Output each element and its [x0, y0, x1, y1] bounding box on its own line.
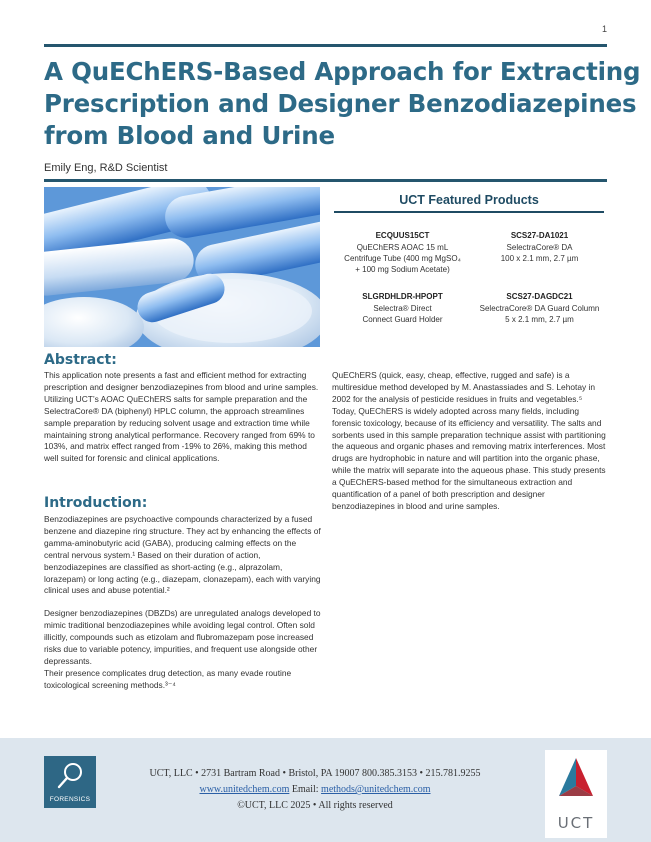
right-column-body — [332, 370, 608, 513]
product-item — [334, 230, 471, 275]
product-description: SelectraCore® DA 100 x 2.1 mm, 2.7 µm — [500, 243, 579, 263]
email-label: Email: — [291, 784, 319, 795]
capsules-illustration — [44, 187, 320, 347]
featured-products-rule — [334, 211, 604, 213]
email-link[interactable]: methods@unitedchem.com — [321, 784, 431, 795]
product-code: SCS27-DAGDC21 — [506, 292, 573, 301]
quechers-paragraph: QuEChERS (quick, easy, cheap, effective, rugged and safe) is a multiresidue method developed by M. Anastassiades and S. Lehotay in 2002 for the analysis of pesticide residues in fruits and vegetables.⁵ Today, QuEChERS is widely adopted across many fields, including forensic toxicology, because of its efficiency and versatility. The salts and sorbents used in this sample preparation technique assist with partitioning the aqueous and organic phases and removing matrix interferences. Most drugs are hydrophobic in nature and will partition into the organic phase, while the matrix will separate into the aqueous phase. This study presents a QuEChERS-based method for the simultaneous extraction and quantification of a panel of both prescription and designer benzodiazepines in blood and urine samples. — [332, 370, 606, 511]
footer-links — [110, 782, 520, 798]
author-divider — [44, 179, 607, 182]
uct-logo-mark-icon — [545, 750, 607, 812]
intro-paragraph-3: Their presence complicates drug detection, as many evade routine toxicological screening methods.³⁻⁴ — [44, 667, 292, 690]
footer-contact — [110, 766, 520, 814]
introduction-heading: Introduction: — [44, 495, 148, 511]
intro-paragraph-1: Benzodiazepines are psychoactive compounds characterized by a fused benzene and diazepine ring structure. They act by enhancing the effects of gamma-aminobutyric acid (GABA), producing calming effects on the central nervous system.¹ Based on their duration of action, benzodiazepines are classified as short-acting (e.g., alprazolam, lorazepam) or long acting (e.g., diazepam, clonazepam), each with varying clinical uses and abuse potential.² — [44, 514, 321, 596]
abstract-body — [44, 370, 322, 465]
introduction-body — [44, 514, 322, 692]
product-description: SelectraCore® DA Guard Column 5 x 2.1 mm, 2.7 µm — [479, 304, 600, 324]
product-description: QuEChERS AOAC 15 mL Centrifuge Tube (400 mg MgSO₄ + 100 mg Sodium Acetate) — [344, 243, 461, 274]
footer-copyright: ©UCT, LLC 2025 • All rights reserved — [237, 800, 393, 811]
footer-address: UCT, LLC • 2731 Bartram Road • Bristol, PA 19007 800.385.3153 • 215.781.9255 — [149, 768, 481, 779]
product-code: SLGRDHLDR-HPOPT — [362, 292, 443, 301]
abstract-heading: Abstract: — [44, 352, 117, 368]
uct-logo-text: UCT — [557, 814, 595, 832]
forensics-badge — [44, 756, 96, 808]
product-item — [471, 291, 608, 325]
website-link[interactable]: www.unitedchem.com — [199, 784, 290, 795]
document-title — [44, 56, 641, 152]
page-number: 1 — [601, 24, 607, 34]
product-code: SCS27-DA1021 — [510, 231, 569, 240]
magnifier-icon — [44, 756, 96, 796]
hero-image-capsules — [44, 187, 320, 347]
product-description: Selectra® Direct Connect Guard Holder — [362, 304, 443, 324]
abstract-paragraph: This application note presents a fast and efficient method for extracting prescription and designer benzodiazepines from blood and urine samples. Utilizing UCT’s AOAC QuEChERS salts for sample preparation and the SelectraCore® DA (biphenyl) HPLC column, the approach streamlines sample preparation by reducing solvent usage and extraction time while maintaining strong analytical performance. Recovery ranged from 69% to 103%, and matrix effect ranged from -19% to 26%, making this method well suited for forensic and clinical applications. — [44, 370, 319, 464]
title-line-3: from Blood and Urine — [44, 121, 335, 150]
title-line-2: Prescription and Designer Benzodiazepines — [44, 89, 637, 118]
intro-paragraph-2: Designer benzodiazepines (DBZDs) are unregulated analogs developed to mimic traditional benzodiazepines while avoiding legal control. Often sold illicitly, compounds such as etizolam and flubromazepam pose increased risks due to variable potency, impurities, and frequent use alongside other depressants. — [44, 608, 321, 666]
page-footer — [0, 738, 651, 842]
featured-products-heading: UCT Featured Products — [399, 193, 539, 207]
author-line: Emily Eng, R&D Scientist — [44, 162, 168, 174]
title-line-1: A QuEChERS-Based Approach for Extracting — [44, 57, 641, 86]
product-code: ECQUUS15CT — [375, 231, 430, 240]
product-item — [471, 230, 608, 264]
uct-logo — [545, 750, 607, 838]
product-item — [334, 291, 471, 325]
forensics-label: FORENSICS — [49, 796, 91, 803]
top-divider — [44, 44, 607, 47]
